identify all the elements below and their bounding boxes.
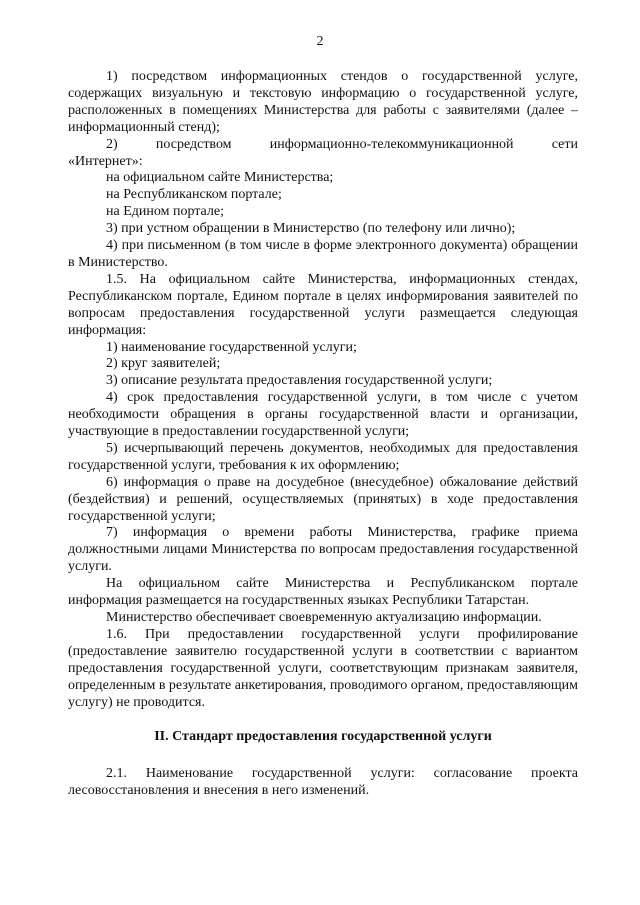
- paragraph-actualization: Министерство обеспечивает своевременную актуализацию информации.: [106, 610, 542, 625]
- paragraph-oral-request: 3) при устном обращении в Министерство (по телефону или лично);: [106, 221, 516, 237]
- paragraph-unified-portal: на Едином портале;: [106, 204, 224, 220]
- paragraph-internet-label: «Интернет»:: [68, 153, 143, 169]
- list-item-2: 2) круг заявителей;: [106, 356, 221, 372]
- list-item-7: 7) информация о времени работы Министерства, графике приема должностными лицами Министерства по вопросам предоставления государственной услуги.: [68, 525, 578, 575]
- section-heading: II. Стандарт предоставления государственной услуги: [154, 729, 492, 745]
- paragraph-ministry-site: на официальном сайте Министерства;: [106, 170, 334, 186]
- list-item-4: 4) срок предоставления государственной услуги, в том числе с учетом необходимости обращения в органы государственной власти и организации, участвующие в предоставлении государственной услуги;: [68, 390, 578, 440]
- page-number: 2: [316, 34, 324, 49]
- list-item-5: 5) исчерпывающий перечень документов, необходимых для предоставления государственной услуги, требования к их оформлению;: [68, 440, 578, 473]
- paragraph-1-6: 1.6. При предоставлении государственной услуги профилирование (предоставление заявителю государственной услуги в соответствии с вариантом предоставления государственной услуги, соответствующим признакам заявителя, определенным в результате анкетирования, проводимого органом, предоставляющим услугу) не проводится.: [68, 626, 578, 710]
- list-item-3: 3) описание результата предоставления государственной услуги;: [106, 373, 493, 389]
- paragraph-2-1: 2.1. Наименование государственной услуги: согласование проекта лесовосстановления и внесения в него изменений.: [68, 766, 578, 799]
- paragraph-internet-network: 2) посредством информационно-телекоммуникационной сети: [106, 136, 578, 152]
- paragraph-1-5: 1.5. На официальном сайте Министерства, информационных стендах, Республиканском портале, Едином портале в целях информирования заявителей по вопросам предоставления государственной услуги размещается следующая информация:: [68, 271, 578, 338]
- paragraph-languages: На официальном сайте Министерства и Республиканском портале информация размещается на государственных языках Республики Татарстан.: [68, 576, 578, 609]
- paragraph-stands: 1) посредством информационных стендов о государственной услуге, содержащих визуальную и текстовую информацию о государственной услуге, расположенных в помещениях Министерства для работы с заявителями (далее – информационный стенд);: [68, 69, 578, 135]
- list-item-1: 1) наименование государственной услуги;: [106, 339, 357, 355]
- paragraph-written-request: 4) при письменном (в том числе в форме электронного документа) обращении в Министерство.: [68, 238, 578, 270]
- paragraph-republic-portal: на Республиканском портале;: [106, 187, 282, 203]
- document-body: [68, 69, 578, 800]
- list-item-6: 6) информация о праве на досудебное (внесудебное) обжалование действий (бездействия) и решений, осуществляемых (принятых) в ходе предоставления государственной услуги;: [68, 474, 578, 524]
